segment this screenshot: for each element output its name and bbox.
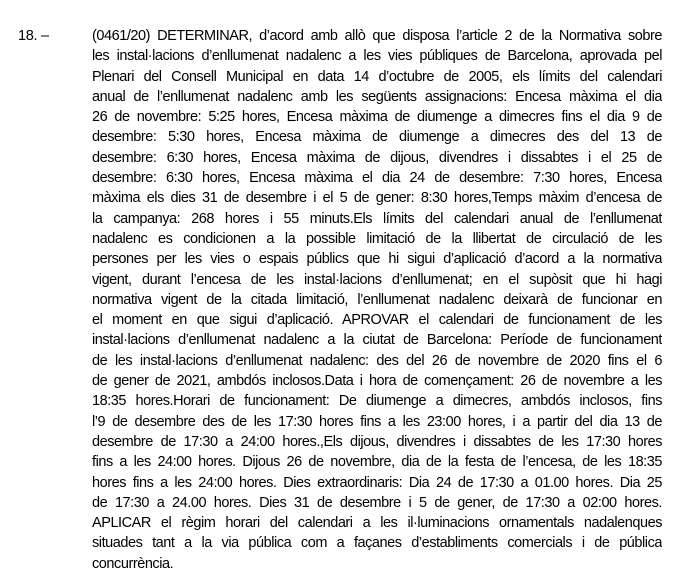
text-line: el moment en que sigui d’aplicació. APROVAR el calendari de funcionament de les xyxy=(92,312,662,329)
text-line: de 17:30 a 24.00 hores. Dies 31 de desembre i 5 de gener, de 17:30 a 02:00 hores. xyxy=(92,494,662,511)
text-line: situades tant a la via pública com a façanes d’establiments comercials i de pública xyxy=(92,535,662,552)
text-line: normativa vigent de la citada limitació, l’enllumenat nadalenc deixarà de funcionar en xyxy=(92,291,662,308)
text-line: desembre: 6:30 hores, Encesa màxima el dia 24 de desembre: 7:30 hores, Encesa xyxy=(92,170,662,187)
text-line: vigent, durant l’encesa de les instal·lacions d’enllumenat; en el supòsit que hi hagi xyxy=(92,271,662,288)
item-body-text xyxy=(92,26,662,574)
text-line: de gener de 2021, ambdós inclosos.Data i hora de començament: 26 de novembre a les xyxy=(92,373,662,390)
text-line: desembre de 17:30 a 24:00 hores.,Els dijous, divendres i dissabtes de les 17:30 hores xyxy=(92,433,662,450)
text-line: de les instal·lacions d’enllumenat nadalenc: des del 26 de novembre de 2020 fins el 6 xyxy=(92,352,662,369)
text-line: 26 de novembre: 5:25 hores, Encesa màxima de diumenge a dimecres fins el dia 9 de xyxy=(92,109,662,126)
text-line: anual de l’enllumenat nadalenc amb les següents assignacions: Encesa màxima el dia xyxy=(92,88,662,105)
text-line: desembre: 6:30 hores, Encesa màxima de dijous, divendres i dissabtes i el 25 de xyxy=(92,149,662,166)
text-line: concurrència. xyxy=(92,555,174,572)
text-line: fins a les 24:00 hores. Dijous 26 de novembre, dia de la festa de l’encesa, de les 18:35 xyxy=(92,454,662,471)
text-line: desembre: 5:30 hores, Encesa màxima de diumenge a dimecres des del 13 de xyxy=(92,129,662,146)
text-line: APLICAR el règim horari del calendari a les il·luminacions ornamentals nadalenques xyxy=(92,515,662,532)
item-number: 18. – xyxy=(18,28,49,44)
text-line: (0461/20) DETERMINAR, d’acord amb allò que disposa l’article 2 de la Normativa sobre xyxy=(92,28,662,44)
text-line: hores fins a les 24:00 hores. Dies extraordinaris: Dia 24 de 17:30 a 01.00 hores. Dia 25 xyxy=(92,474,662,491)
text-line: màxima els dies 31 de desembre i el 5 de gener: 8:30 hores,Temps màxim d’encesa de xyxy=(92,190,662,207)
text-line: l’9 de desembre des de les 17:30 hores fins a les 23:00 hores, i a partir del dia 13 de xyxy=(92,413,662,430)
text-line: persones per les vies o espais públics que hi sigui d’aplicació d’acord a la normativa xyxy=(92,251,662,268)
text-line: les instal·lacions d’enllumenat nadalenc a les vies públiques de Barcelona, aprovada pel xyxy=(92,48,662,65)
text-line: 18:35 hores.Horari de funcionament: De diumenge a dimecres, ambdós inclosos, fins xyxy=(92,393,662,410)
text-line: Plenari del Consell Municipal en data 14 d’octubre de 2005, els límits del calendari xyxy=(92,68,662,85)
text-line: la campanya: 268 hores i 55 minuts.Els límits del calendari anual de l’enllumenat xyxy=(92,210,662,227)
text-line: nadalenc es condicionen a la possible limitació de la llibertat de circulació de les xyxy=(92,230,662,247)
text-line: instal·lacions d’enllumenat nadalenc a la ciutat de Barcelona: Període de funcionament xyxy=(92,332,662,349)
